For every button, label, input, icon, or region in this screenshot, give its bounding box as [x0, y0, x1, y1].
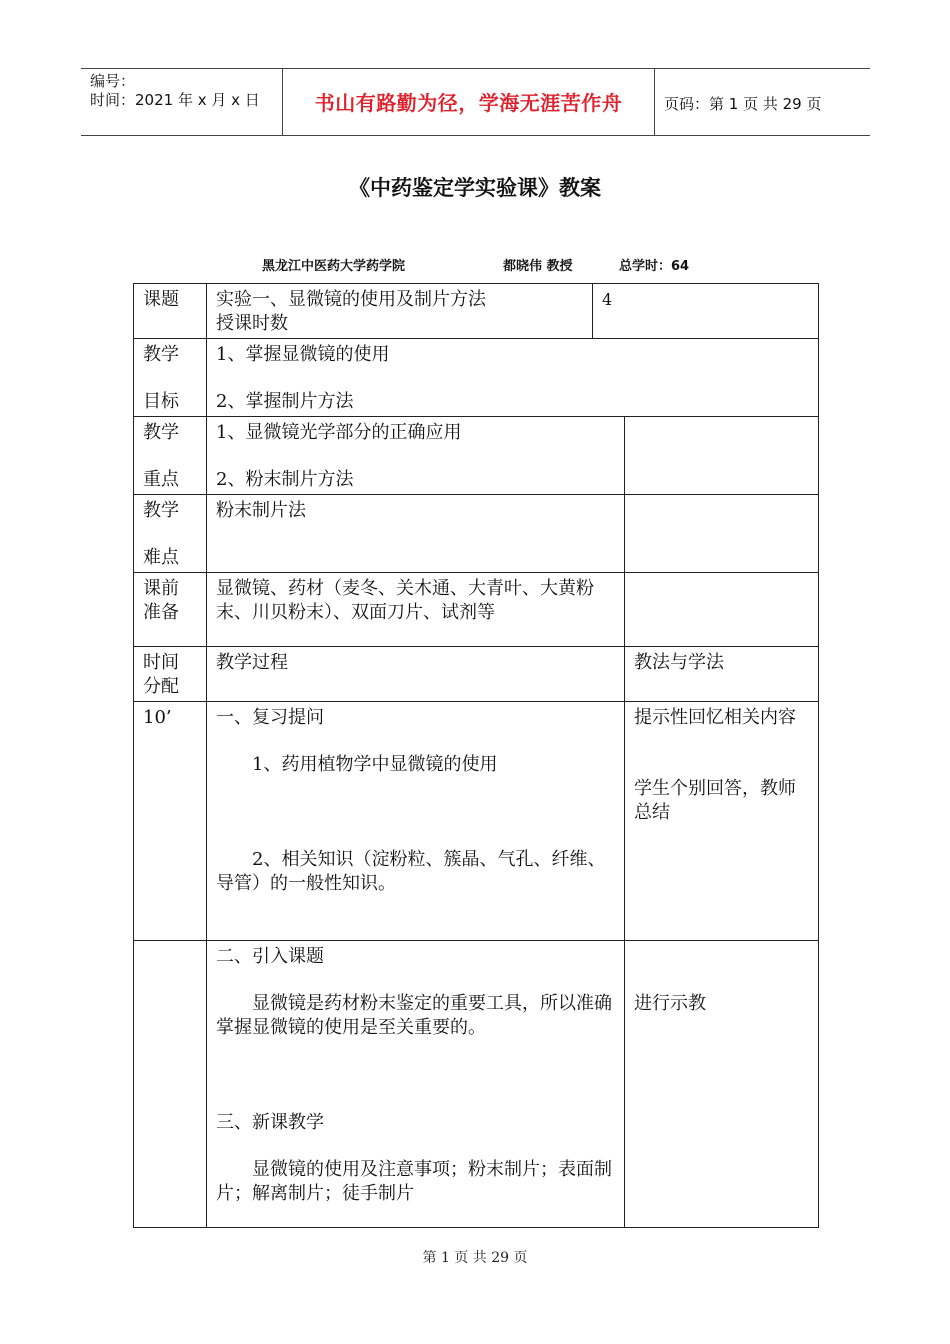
- objective-item: 2、掌握制片方法: [216, 391, 354, 412]
- lesson-plan-table: [133, 283, 819, 1228]
- prep-cell: [207, 573, 625, 647]
- intro-title: 二、引入课题: [216, 946, 324, 967]
- new-title: 三、新课教学: [216, 1112, 324, 1133]
- meta-teacher: 都晓伟 教授: [503, 259, 573, 274]
- review-method-cell: [625, 702, 819, 941]
- header-info: [90, 72, 260, 110]
- document-title: 《中药鉴定学实验课》教案: [349, 176, 601, 200]
- key-point-item: 2、粉末制片方法: [216, 469, 354, 490]
- hours-value-cell: [593, 284, 819, 339]
- method-header-cell: 教法与学法: [625, 647, 819, 702]
- row-column-headers: [134, 647, 819, 702]
- hours-value: 4: [602, 290, 613, 309]
- objectives-label-cell: 教学 目标: [134, 339, 207, 417]
- difficulty-text: 粉末制片法: [216, 500, 306, 521]
- process-header-cell: 教学过程: [207, 647, 625, 702]
- row1-time-cell: 10’: [134, 702, 207, 941]
- lesson-method-cell: [625, 941, 819, 1228]
- new-text: 显微镜的使用及注意事项；粉末制片；表面制片；解离制片；徒手制片: [216, 1159, 612, 1204]
- topic-value-cell: [207, 284, 593, 339]
- prep-text: 显微镜、药材（麦冬、关木通、大青叶、大黄粉末、川贝粉末）、双面刀片、试剂等: [216, 578, 594, 623]
- key-points-label-cell: 教学 重点: [134, 417, 207, 495]
- row2-time-cell: [134, 941, 207, 1228]
- review-title: 一、复习提问: [216, 707, 324, 728]
- row-topic: [134, 284, 819, 339]
- row-objectives: [134, 339, 819, 417]
- hours-label: 授课时数: [216, 313, 288, 334]
- row-review: [134, 702, 819, 941]
- method-text: 学生个别回答，教师总结: [634, 778, 796, 823]
- key-points-cell: [207, 417, 625, 495]
- objectives-cell: [207, 339, 819, 417]
- objective-item: 1、掌握显微镜的使用: [216, 344, 390, 365]
- meta-total-hours: 总学时：64: [619, 259, 690, 274]
- topic-label-cell: 课题: [134, 284, 207, 339]
- header-page-info: 页码：第 1 页 共 29 页: [664, 95, 822, 113]
- difficulty-cell: [207, 495, 625, 573]
- key-point-item: 1、显微镜光学部分的正确应用: [216, 422, 462, 443]
- topic-value: 实验一、显微镜的使用及制片方法: [216, 289, 486, 310]
- page-footer: 第 1 页 共 29 页: [422, 1250, 528, 1266]
- method-text: 提示性回忆相关内容: [634, 707, 796, 728]
- header-bottom-rule: [81, 135, 870, 136]
- lesson-cell: [207, 941, 625, 1228]
- row-new-lesson: [134, 941, 819, 1228]
- intro-text: 显微镜是药材粉末鉴定的重要工具，所以准确掌握显微镜的使用是至关重要的。: [216, 993, 612, 1038]
- serial-label: 编号：: [90, 72, 136, 90]
- meta-institution: 黑龙江中医药大学药学院: [262, 259, 406, 274]
- review-cell: [207, 702, 625, 941]
- time-header-cell: 时间 分配: [134, 647, 207, 702]
- method-text: 进行示教: [634, 993, 706, 1014]
- review-item: 1、药用植物学中显微镜的使用: [252, 754, 498, 775]
- row-preparation: [134, 573, 819, 647]
- header-motto: 书山有路勤为径，学海无涯苦作舟: [314, 91, 623, 115]
- time-label: 时间：2021 年 x 月 x 日: [90, 91, 260, 109]
- difficulty-label-cell: 教学 难点: [134, 495, 207, 573]
- row-difficulty: [134, 495, 819, 573]
- key-points-method-cell: [625, 417, 819, 495]
- prep-method-cell: [625, 573, 819, 647]
- row-key-points: [134, 417, 819, 495]
- difficulty-method-cell: [625, 495, 819, 573]
- header-divider-right: [654, 68, 655, 135]
- review-item: 2、相关知识（淀粉粒、簇晶、气孔、纤维、导管）的一般性知识。: [216, 849, 606, 894]
- prep-label-cell: 课前 准备: [134, 573, 207, 647]
